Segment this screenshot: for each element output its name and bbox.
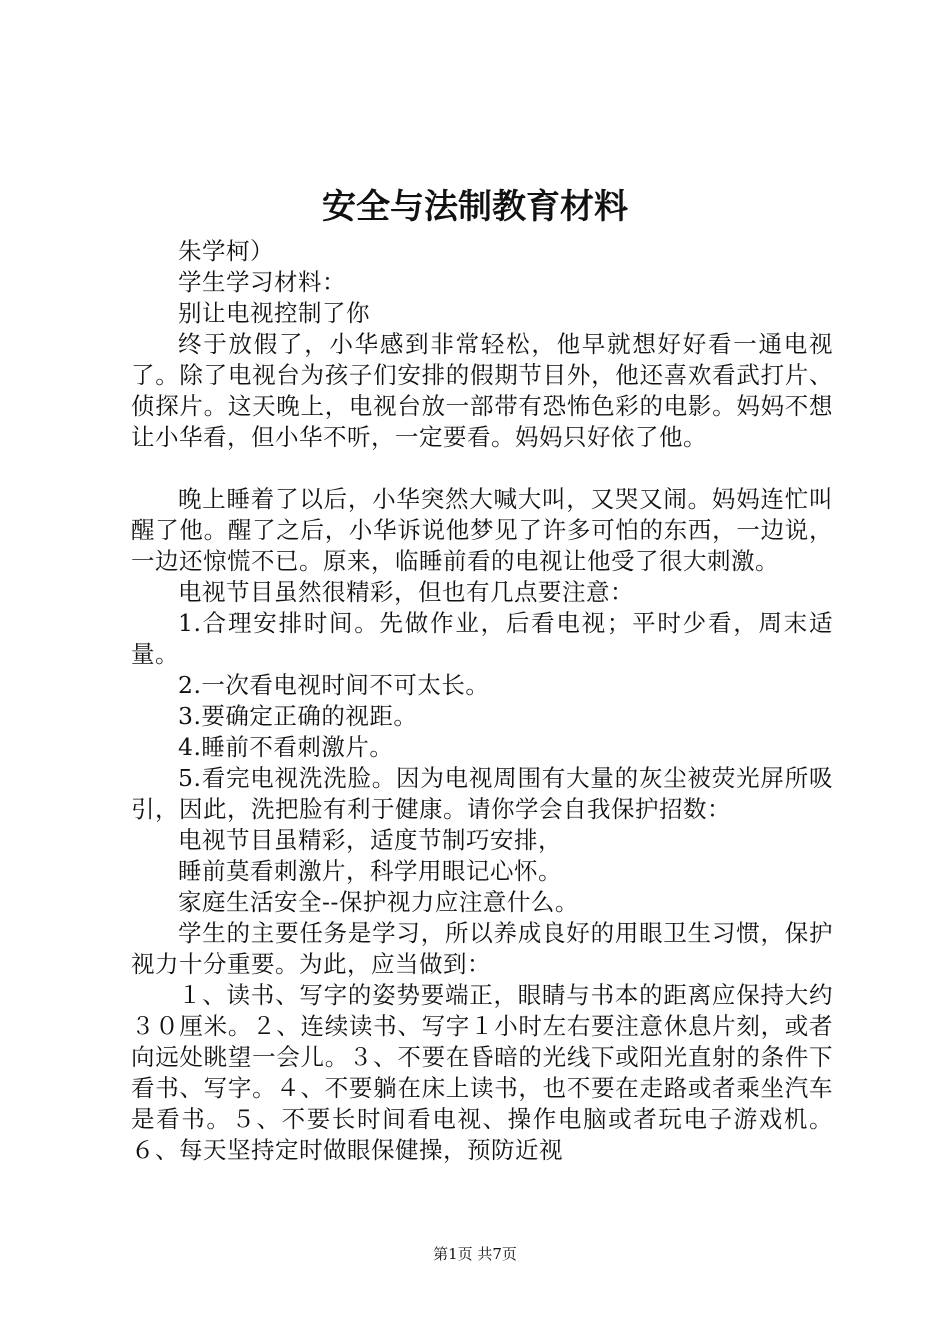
list-item: 3.要确定正确的视距。 [178, 702, 418, 730]
paragraph: １、读书、写字的姿势要端正，眼睛与书本的距离应保持大约３０厘米。２、连续读书、写字１小时左右要注意休息片刻，或者向远处眺望一会儿。３、不要在昏暗的光线下或阳光直射的条件下看书、写字。４、不要躺在床上读书，也不要在走路或者乘坐汽车是看书。５、不要长时间看电视、操作电脑或者玩电子游戏机。６、每天坚持定时做眼保健操，预防近视 [131, 981, 833, 1164]
list-item: 5.看完电视洗洗脸。因为电视周围有大量的灰尘被荧光屏所吸引，因此，洗把脸有利于健康。请你学会自我保护招数： [131, 764, 833, 823]
list-item: 4.睡前不看刺激片。 [178, 733, 394, 761]
document-body [131, 236, 833, 1166]
section-heading: 别让电视控制了你 [178, 299, 370, 327]
paragraph: 终于放假了，小华感到非常轻松，他早就想好好看一通电视了。除了电视台为孩子们安排的假期节目外，他还喜欢看武打片、侦探片。这天晚上，电视台放一部带有恐怖色彩的电影。妈妈不想让小华看，但小华不听，一定要看。妈妈只好依了他。 [131, 330, 833, 451]
section-heading: 家庭生活安全--保护视力应注意什么。 [178, 888, 579, 916]
page-footer: 第1页 共7页 [433, 1245, 517, 1263]
author-line: 朱学柯） [178, 237, 274, 265]
verse-line: 睡前莫看刺激片，科学用眼记心怀。 [178, 857, 562, 885]
list-item: 1.合理安排时间。先做作业，后看电视；平时少看，周末适量。 [131, 609, 833, 668]
paragraph: 学生的主要任务是学习，所以养成良好的用眼卫生习惯，保护视力十分重要。为此，应当做到： [131, 919, 833, 978]
section-label: 学生学习材料： [178, 268, 346, 296]
paragraph: 电视节目虽然很精彩，但也有几点要注意： [178, 578, 634, 606]
document-title: 安全与法制教育材料 [322, 187, 628, 227]
list-item: 2.一次看电视时间不可太长。 [178, 671, 490, 699]
paragraph: 晚上睡着了以后，小华突然大喊大叫，又哭又闹。妈妈连忙叫醒了他。醒了之后，小华诉说他梦见了许多可怕的东西，一边说，一边还惊慌不已。原来，临睡前看的电视让他受了很大刺激。 [131, 485, 833, 575]
verse-line: 电视节目虽精彩，适度节制巧安排， [178, 826, 562, 854]
